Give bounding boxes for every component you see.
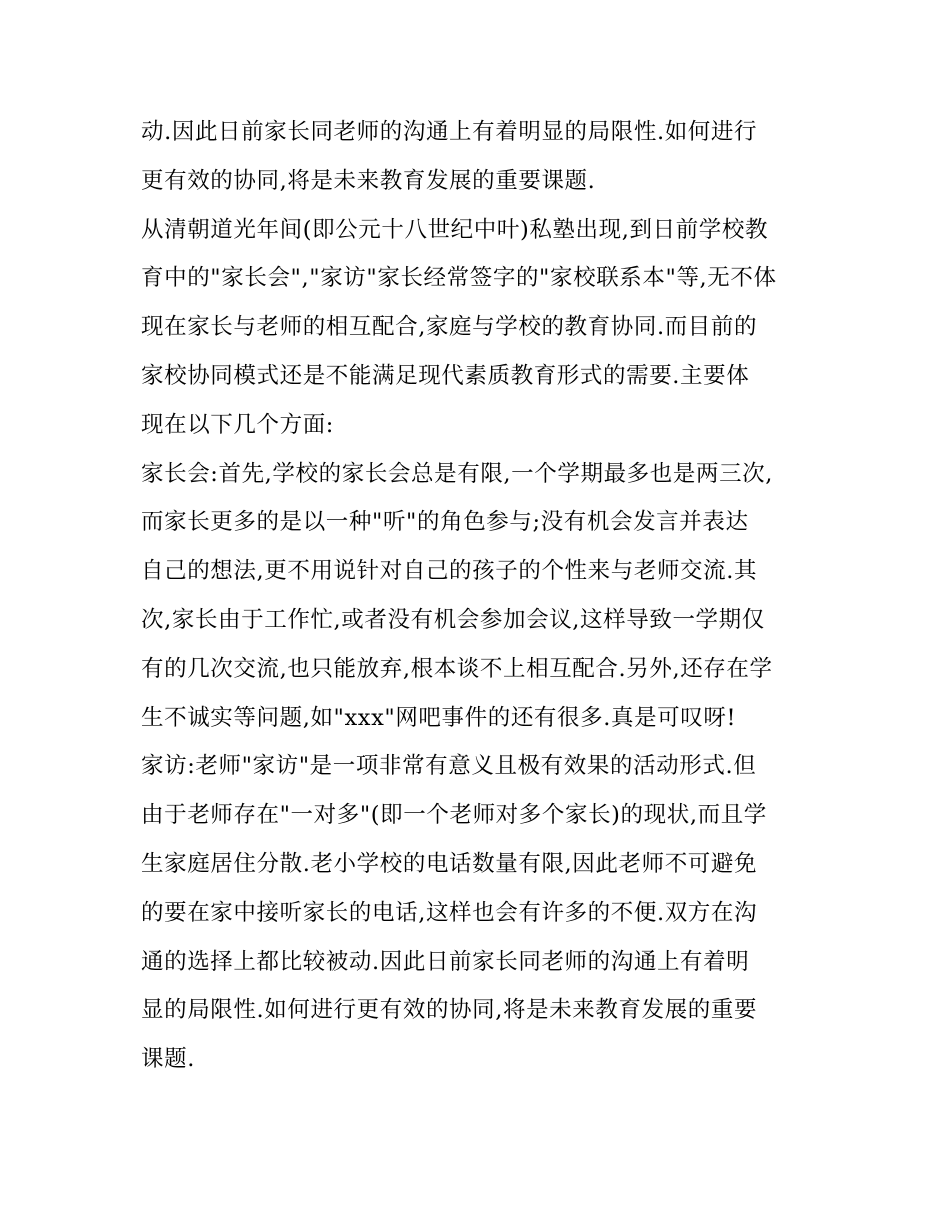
text-line: 育中的"家长会","家访"家长经常签字的"家校联系本"等,无不体 (141, 265, 777, 292)
text-line: 有的几次交流,也只能放弃,根本谈不上相互配合.另外,还存在学 (141, 655, 773, 682)
text-line: 显的局限性.如何进行更有效的协同,将是未来教育发展的重要 (141, 997, 758, 1024)
text-line: 自己的想法,更不用说针对自己的孩子的个性来与老师交流.其 (141, 558, 758, 585)
text-line: 家访:老师"家访"是一项非常有意义且极有效果的活动形式.但 (141, 753, 757, 780)
text-line: 生不诚实等问题,如"xxx"网吧事件的还有很多.真是可叹呀! (141, 704, 737, 731)
text-line: 现在以下几个方面: (141, 411, 334, 438)
text-line: 由于老师存在"一对多"(即一个老师对多个家长)的现状,而且学 (141, 802, 767, 829)
text-line: 课题. (141, 1046, 195, 1073)
text-line: 现在家长与老师的相互配合,家庭与学校的教育协同.而目前的 (141, 314, 758, 341)
text-line: 家校协同模式还是不能满足现代素质教育形式的需要.主要体 (141, 362, 750, 389)
text-line: 的要在家中接听家长的电话,这样也会有许多的不便.双方在沟 (141, 899, 758, 926)
text-line: 更有效的协同,将是未来教育发展的重要课题. (141, 167, 596, 194)
body-text (141, 108, 821, 1084)
text-line: 从清朝道光年间(即公元十八世纪中叶)私塾出现,到日前学校教 (141, 216, 769, 243)
text-line: 动.因此日前家长同老师的沟通上有着明显的局限性.如何进行 (141, 119, 758, 145)
text-line: 次,家长由于工作忙,或者没有机会参加会议,这样导致一学期仅 (141, 606, 765, 633)
text-line: 生家庭居住分散.老小学校的电话数量有限,因此老师不可避免 (141, 850, 758, 877)
text-line: 通的选择上都比较被动.因此日前家长同老师的沟通上有着明 (141, 948, 750, 975)
text-line: 家长会:首先,学校的家长会总是有限,一个学期最多也是两三次, (141, 460, 774, 487)
text-line: 而家长更多的是以一种"听"的角色参与;没有机会发言并表达 (141, 509, 749, 536)
